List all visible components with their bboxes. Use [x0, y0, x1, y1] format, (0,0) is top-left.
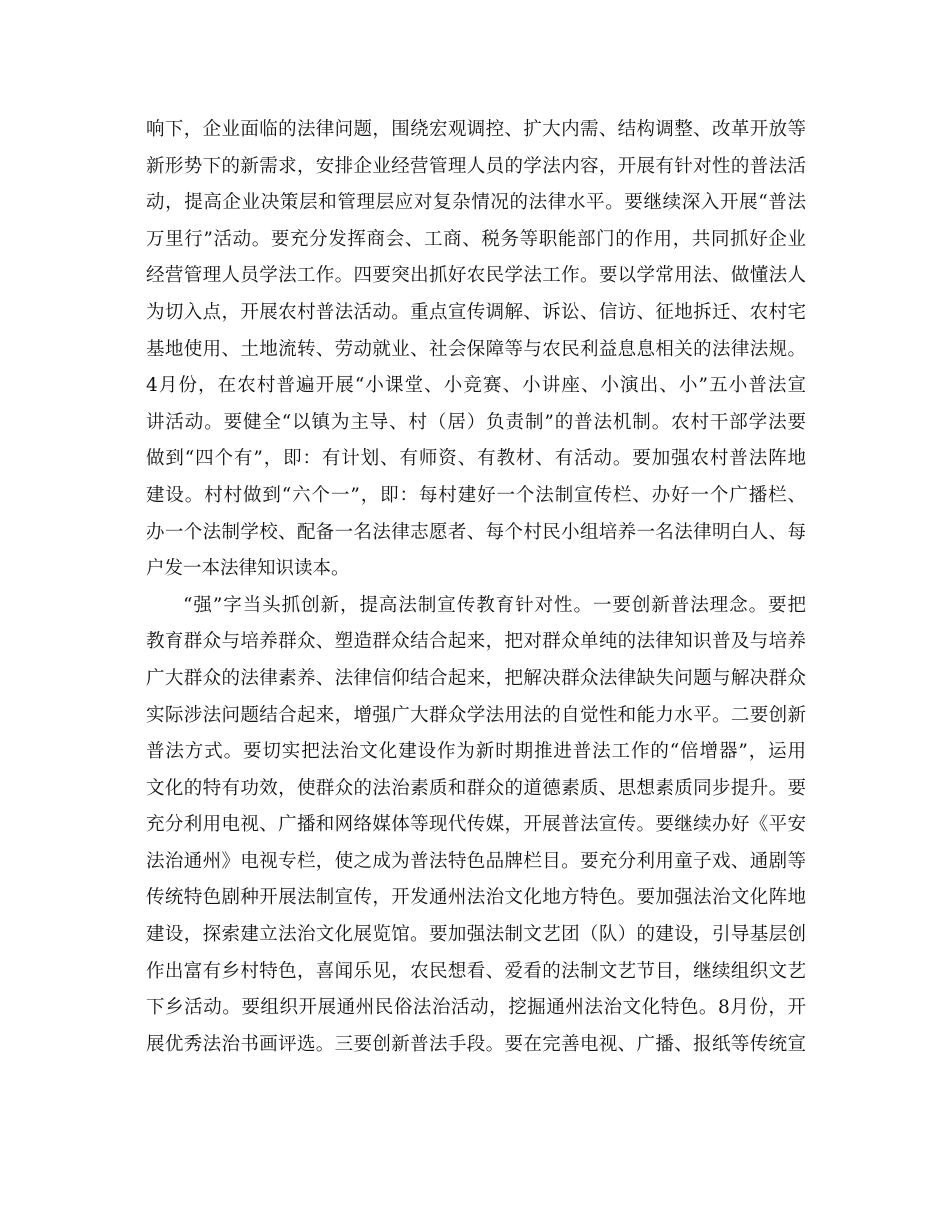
text-line: 讲活动。要健全“以镇为主导、村（居）负责制”的普法机制。农村干部学法要 [146, 411, 806, 433]
text-line: 展优秀法治书画评选。三要创新普法手段。要在完善电视、广播、报纸等传统宣 [146, 1033, 806, 1055]
body-text [146, 112, 806, 1063]
paragraph-2 [146, 588, 806, 1064]
text-line: 万里行”活动。要充分发挥商会、工商、税务等职能部门的作用，共同抓好企业 [146, 228, 806, 250]
text-line: 充分利用电视、广播和网络媒体等现代传媒，开展普法宣传。要继续办好《平安 [146, 814, 806, 836]
text-line: 法治通州》电视专栏，使之成为普法特色品牌栏目。要充分利用童子戏、通剧等 [146, 850, 806, 872]
text-line: 办一个法制学校、配备一名法律志愿者、每个村民小组培养一名法律明白人、每 [146, 521, 806, 543]
paragraph-1 [146, 112, 806, 588]
text-line: 建设，探索建立法治文化展览馆。要加强法制文艺团（队）的建设，引导基层创 [146, 924, 806, 946]
text-line: 为切入点，开展农村普法活动。重点宣传调解、诉讼、信访、征地拆迁、农村宅 [146, 301, 806, 323]
text-line: 新形势下的新需求，安排企业经营管理人员的学法内容，开展有针对性的普法活 [146, 155, 806, 177]
text-line: 建设。村村做到“六个一”，即：每村建好一个法制宣传栏、办好一个广播栏、 [146, 484, 806, 506]
text-line: 动，提高企业决策层和管理层应对复杂情况的法律水平。要继续深入开展“普法 [146, 192, 806, 214]
text-line: 普法方式。要切实把法治文化建设作为新时期推进普法工作的“倍增器”，运用 [146, 741, 806, 763]
text-line: “强”字当头抓创新，提高法制宣传教育针对性。一要创新普法理念。要把 [183, 594, 806, 616]
text-line: 文化的特有功效，使群众的法治素质和群众的道德素质、思想素质同步提升。要 [146, 777, 806, 799]
text-line: 响下，企业面临的法律问题，围绕宏观调控、扩大内需、结构调整、改革开放等 [146, 119, 806, 140]
text-line: 广大群众的法律素养、法律信仰结合起来，把解决群众法律缺失问题与解决群众 [146, 667, 806, 689]
text-line: 经营管理人员学法工作。四要突出抓好农民学法工作。要以学常用法、做懂法人 [146, 265, 806, 287]
text-line: 基地使用、土地流转、劳动就业、社会保障等与农民利益息息相关的法律法规。 [146, 338, 806, 360]
text-line: 下乡活动。要组织开展通州民俗法治活动，挖掘通州法治文化特色。8月份，开 [146, 997, 806, 1019]
text-line: 4月份，在农村普遍开展“小课堂、小竞赛、小讲座、小演出、小”五小普法宣 [146, 375, 806, 397]
text-line: 实际涉法问题结合起来，增强广大群众学法用法的自觉性和能力水平。二要创新 [146, 704, 806, 726]
text-line: 做到“四个有”，即：有计划、有师资、有教材、有活动。要加强农村普法阵地 [146, 448, 806, 470]
text-line: 作出富有乡村特色，喜闻乐见，农民想看、爱看的法制文艺节目，继续组织文艺 [146, 960, 806, 982]
text-line: 教育群众与培养群众、塑造群众结合起来，把对群众单纯的法律知识普及与培养 [146, 631, 806, 653]
text-line: 传统特色剧种开展法制宣传，开发通州法治文化地方特色。要加强法治文化阵地 [146, 887, 806, 909]
text-line: 户发一本法律知识读本。 [146, 558, 350, 580]
